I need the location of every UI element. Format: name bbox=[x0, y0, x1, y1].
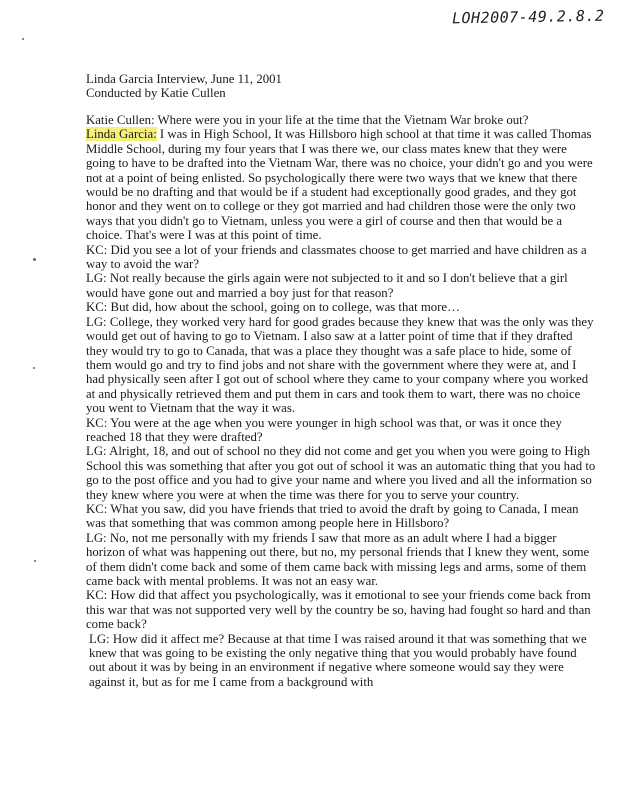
paragraph-text: What you saw, did you have friends that tried to avoid the draft by going to Canada, I mean was that something that was common among people here in Hillsboro? bbox=[86, 501, 579, 531]
document-id-handwritten: LOH2007-49.2.8.2 bbox=[451, 6, 605, 28]
transcript-paragraph bbox=[86, 531, 596, 589]
transcript-paragraph bbox=[86, 113, 596, 127]
paragraph-text: Alright, 18, and out of school no they did not come and get you when you were going to High School this was something that after you got out of school it was an automatic thing that you had to go to the post office and you had to give your name and where you lived and all the information so they knew where you were at when the time was there for you to serve your country. bbox=[86, 444, 596, 502]
scan-speck bbox=[33, 367, 35, 369]
transcript-paragraph bbox=[86, 444, 596, 502]
speaker-label: KC: bbox=[86, 501, 108, 516]
speaker-label: KC: bbox=[86, 415, 108, 430]
speaker-label: KC: bbox=[86, 242, 108, 257]
speaker-label: KC: bbox=[86, 300, 108, 315]
transcript-paragraph bbox=[86, 127, 596, 242]
highlighted-speaker-label: Linda Garcia: bbox=[86, 127, 157, 142]
transcript-paragraph bbox=[86, 502, 596, 531]
transcript-paragraph bbox=[86, 300, 596, 314]
transcript-paragraph bbox=[86, 416, 596, 445]
interview-conductor: Conducted by Katie Cullen bbox=[86, 86, 226, 101]
scan-speck bbox=[22, 38, 24, 40]
transcript-paragraph bbox=[86, 271, 596, 300]
paragraph-text: How did it affect me? Because at that time I was raised around it that was something that we knew that was going to be existing the only negative thing that you would probably have found out about it was by being in an environment if negative where someone would say they were against it, but as for me I came from a background with bbox=[89, 631, 587, 689]
paragraph-text: Did you see a lot of your friends and classmates choose to get married and have children as a way to avoid the war? bbox=[86, 242, 587, 272]
speaker-label: LG: bbox=[86, 444, 107, 459]
paragraph-text: Not really because the girls again were not subjected to it and so I don't believe that a girl would have gone out and married a boy just for that reason? bbox=[86, 271, 568, 300]
paragraph-text: College, they worked very hard for good grades because they knew that was the only was they would get out of having to go to Vietnam. I also saw at a latter point of time that if they drafted they would try to go to Canada, that was a place they thought was a safe place to hide, some of them would go and try to find jobs and not share with the government where they were at, and I had physically seen after I got out of school where they came to your company where you worked at and physically retrieved them and put them in cars and took them to wart, there was no choice you went to Vietnam that the way it was. bbox=[86, 314, 594, 416]
paragraph-text: I was in High School, It was Hillsboro high school at that time it was called Thomas Middle School, during my four years that I was there we, our class mates knew that they were going to have to be drafted into the Vietnam War, there was no choice, your didn't go and you were not at a point of being enlisted. So psychologically there were two ways that we knew that there would be no drafting and that would be if a student had exceptionally good grades, and they got honor and they went on to college or they got married and had children those were the only two ways that you didn't go to Vietnam, unless you were a girl of course and then that would be a choice. That's were I was at this point of time. bbox=[86, 127, 593, 243]
paragraph-text: But did, how about the school, going on to college, was that more… bbox=[107, 300, 460, 315]
document-header bbox=[86, 72, 282, 101]
transcript-paragraph bbox=[86, 315, 596, 416]
transcript-paragraph bbox=[86, 632, 596, 690]
interview-title: Linda Garcia Interview, June 11, 2001 bbox=[86, 72, 282, 86]
paragraph-text: You were at the age when you were younger in high school was that, or was it once they reached 18 that they were drafted? bbox=[86, 415, 562, 444]
speaker-label: LG: bbox=[86, 530, 107, 545]
transcript-paragraph bbox=[86, 588, 596, 631]
scan-speck bbox=[33, 258, 36, 261]
paragraph-text: No, not me personally with my friends I saw that more as an adult where I had a bigger horizon of what was happening out there, but no, my personal friends that I knew they went, some of them didn't come back and some of them came back with missing legs and arms, some of them came back with mental problems. It was not an easy war. bbox=[86, 530, 590, 588]
speaker-label: LG: bbox=[86, 314, 107, 329]
paragraph-text: Where were you in your life at the time that the Vietnam War broke out? bbox=[154, 113, 529, 127]
transcript-paragraph bbox=[86, 243, 596, 272]
speaker-label: Katie Cullen: bbox=[86, 113, 155, 127]
interview-transcript bbox=[86, 113, 596, 689]
paragraph-text: How did that affect you psychologically, was it emotional to see your friends come back from this war that was not supported very well by the country be so, having had fought so hard and than come back? bbox=[86, 588, 591, 632]
speaker-label: LG: bbox=[86, 271, 107, 286]
scan-speck bbox=[34, 560, 36, 562]
speaker-label: LG: bbox=[89, 631, 110, 646]
speaker-label: KC: bbox=[86, 588, 108, 603]
